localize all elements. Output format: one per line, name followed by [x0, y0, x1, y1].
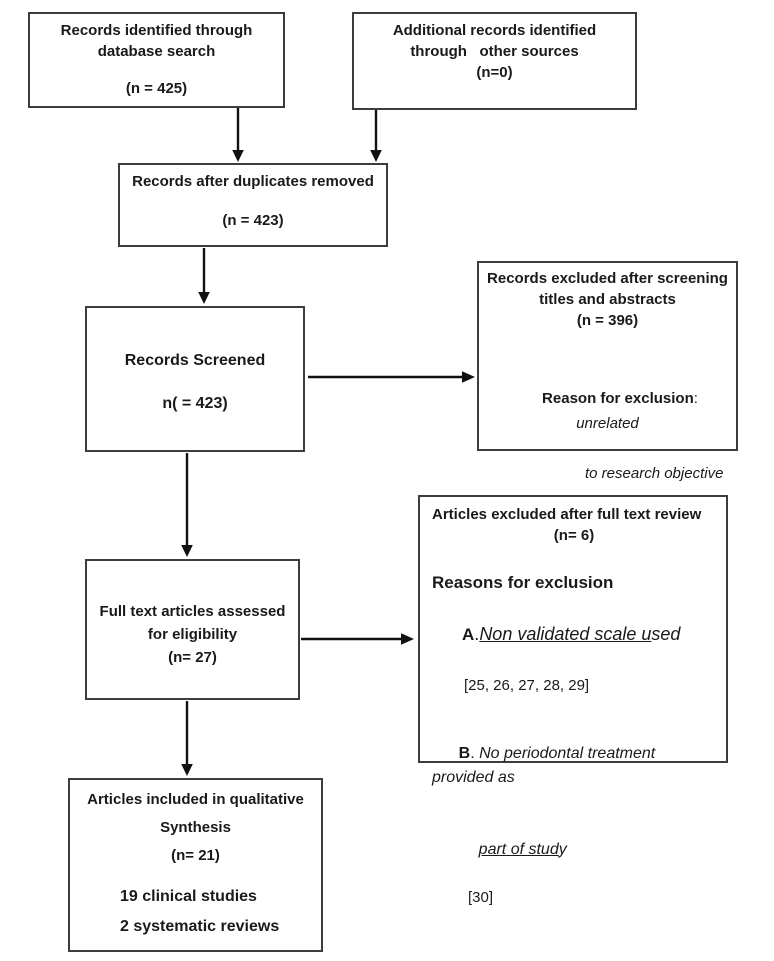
arrow-screened-to-fulltext [181, 453, 193, 557]
box-title-line: Records identified through [60, 22, 253, 39]
reason-a-underlined-text: Non validated scale u [479, 624, 652, 644]
box-title-line: Records after duplicates removed [132, 173, 374, 190]
box-count: (n=0) [476, 64, 513, 81]
reason-a-references: [25, 26, 27, 28, 29] [464, 677, 590, 694]
reason-b-line2 [432, 814, 716, 886]
box-count: (n = 396) [576, 312, 639, 329]
box-title-line: Records Screened [124, 352, 266, 369]
box-count: (n = 423) [222, 212, 284, 229]
arrow-fulltext-to-included [181, 701, 193, 776]
reason-b-line [432, 718, 716, 814]
arrow-duplicates-to-screened [198, 248, 210, 304]
box-title-line: titles and abstracts [539, 291, 676, 308]
reason-text: unrelated [576, 415, 639, 432]
spacer [487, 331, 728, 361]
spacer [30, 62, 283, 78]
reason-b-underlined-text: part of stud [478, 841, 559, 858]
box-title-line: Additional records identified [392, 22, 597, 39]
box-count: (n = 425) [125, 80, 188, 97]
box-title-line: database search [97, 43, 216, 60]
box-title-line: for eligibility [147, 626, 238, 643]
box-included-qualitative-synthesis [68, 778, 323, 952]
box-excluded-full-text [418, 495, 728, 906]
reason-b-text-rest: y [558, 841, 567, 858]
box-title-line: Full text articles assessed [99, 603, 286, 620]
arrow-other-sources-to-duplicates [370, 110, 382, 162]
box-title-line: Articles included in qualitative [87, 791, 304, 808]
reason-separator: : [693, 390, 703, 407]
box-count: (n= 27) [168, 649, 217, 666]
box-records-screened [85, 306, 305, 452]
reason-b-references: [30] [468, 889, 494, 906]
box-records-identified-database [28, 12, 285, 108]
spacer [87, 371, 303, 393]
included-detail-line: 2 systematic reviews [120, 918, 280, 935]
box-records-identified-other [352, 12, 637, 110]
box-count: (n= 21) [171, 847, 220, 864]
box-title-line: Articles excluded after full text review [432, 506, 702, 523]
spacer [70, 870, 321, 882]
reason-a-text-rest: sed [651, 624, 681, 644]
reason-a-dot: . [474, 624, 480, 644]
box-title-line: through other sources [410, 43, 579, 60]
box-excluded-screening [477, 261, 738, 482]
box-full-text-assessed [85, 559, 300, 700]
box-count: (n= 6) [553, 527, 595, 544]
reason-b-dot: . [470, 745, 480, 762]
spacer [120, 192, 386, 210]
exclusion-reason-line: to research objective [585, 465, 724, 482]
arrow-screened-to-excluded [308, 371, 475, 383]
arrow-database-to-duplicates [232, 108, 244, 162]
box-title-line: Records excluded after screening [487, 270, 728, 287]
reason-a-label: A [462, 625, 475, 644]
reason-b-text: No periodontal treatment provided as [432, 745, 660, 786]
included-detail-line: 19 clinical studies [120, 888, 257, 905]
reason-b-label: B [458, 745, 471, 762]
spacer [432, 698, 716, 718]
reason-label: Reason for exclusion [542, 390, 694, 407]
box-count: n( = 423) [162, 395, 228, 412]
spacer [432, 547, 716, 571]
exclusion-reason-line [487, 361, 728, 461]
reasons-heading: Reasons for exclusion [432, 573, 614, 592]
reason-a-line [432, 595, 716, 674]
arrow-fulltext-to-excluded [301, 633, 414, 645]
box-title-line: Synthesis [160, 819, 231, 836]
box-duplicates-removed [118, 163, 388, 247]
